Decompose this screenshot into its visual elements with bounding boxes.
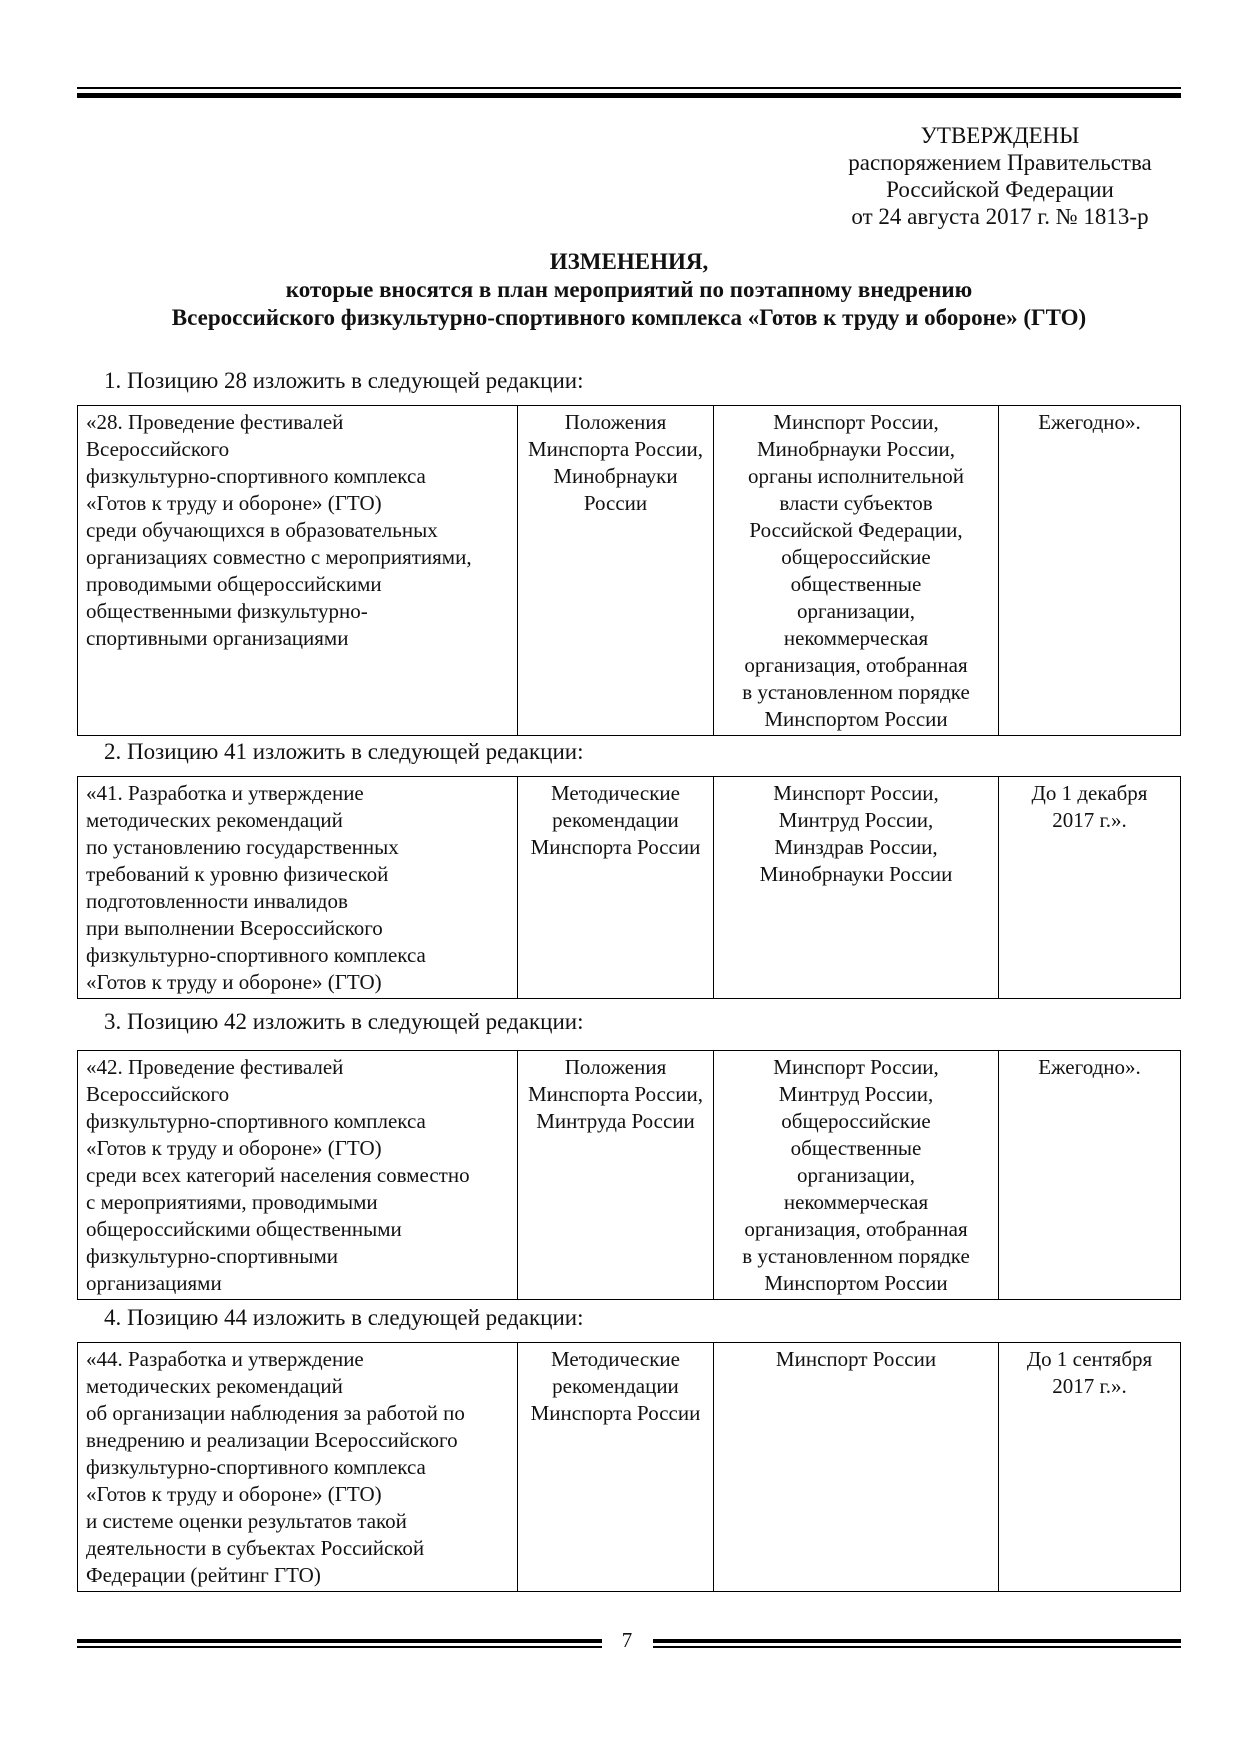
measure-cell	[78, 406, 518, 736]
responsible-cell	[714, 406, 999, 736]
cell-line: «28. Проведение фестивалей	[86, 410, 344, 434]
cell-line: Минобрнауки России	[759, 862, 953, 886]
cell-line: Ежегодно».	[1038, 410, 1141, 434]
measure-cell	[78, 1051, 518, 1300]
position-table	[77, 1050, 1181, 1300]
cell-line: общероссийскими общественными	[86, 1217, 402, 1241]
item-label: 1. Позицию 28 изложить в следующей редакции:	[104, 368, 584, 393]
responsible-cell	[714, 1343, 999, 1592]
cell-line: рекомендации	[552, 1374, 679, 1398]
cell-line: физкультурно-спортивного комплекса	[86, 943, 426, 967]
cell-line: организациями	[86, 1271, 222, 1295]
footer-rule-right	[653, 1639, 1181, 1643]
cell-line: Положения	[564, 1055, 667, 1079]
document-title	[77, 248, 1181, 332]
cell-line: с мероприятиями, проводимыми	[86, 1190, 378, 1214]
cell-line: физкультурно-спортивного комплекса	[86, 1109, 426, 1133]
cell-line: Минспорт России,	[773, 1055, 939, 1079]
cell-line: Положения	[564, 410, 667, 434]
cell-line: До 1 декабря	[1031, 781, 1148, 805]
item-label: 2. Позицию 41 изложить в следующей редакции:	[104, 739, 584, 764]
cell-line: 2017 г.».	[1052, 1374, 1127, 1398]
cell-line: Минспортом России	[764, 1271, 948, 1295]
cell-line: Минтруда России	[536, 1109, 695, 1133]
cell-line: До 1 сентября	[1026, 1347, 1153, 1371]
cell-line: Минтруд России,	[778, 808, 934, 832]
cell-line: при выполнении Всероссийского	[86, 916, 383, 940]
table-row	[78, 1051, 1181, 1300]
cell-line: Методические	[551, 1347, 680, 1371]
approval-line: от 24 августа 2017 г. № 1813-р	[851, 204, 1149, 229]
cell-line: «44. Разработка и утверждение	[86, 1347, 364, 1371]
cell-line: Минспорта России	[530, 1401, 701, 1425]
cell-line: власти субъектов	[779, 491, 933, 515]
cell-line: «Готов к труду и обороне» (ГТО)	[86, 1136, 382, 1160]
deadline-cell	[999, 1051, 1181, 1300]
table-row	[78, 1343, 1181, 1592]
cell-line: «Готов к труду и обороне» (ГТО)	[86, 1482, 382, 1506]
document-cell	[518, 777, 714, 999]
position-table	[77, 1342, 1181, 1592]
cell-line: рекомендации	[552, 808, 679, 832]
cell-line: Всероссийского	[86, 437, 230, 461]
cell-line: России	[583, 491, 648, 515]
cell-line: общественными физкультурно-	[86, 599, 368, 623]
approval-line: УТВЕРЖДЕНЫ	[920, 123, 1080, 148]
position-table	[77, 405, 1181, 736]
cell-line: 2017 г.».	[1052, 808, 1127, 832]
cell-line: общественные	[790, 572, 922, 596]
document-cell	[518, 1051, 714, 1300]
cell-line: Минспорта России,	[528, 1082, 703, 1106]
cell-line: в установленном порядке	[742, 680, 970, 704]
cell-line: Минспорта России	[530, 835, 701, 859]
measure-cell	[78, 777, 518, 999]
cell-line: «Готов к труду и обороне» (ГТО)	[86, 970, 382, 994]
cell-line: Минспорт России,	[773, 410, 939, 434]
item-label: 3. Позицию 42 изложить в следующей редакции:	[104, 1009, 584, 1034]
title-line: Всероссийского физкультурно-спортивного комплекса «Готов к труду и обороне» (ГТО)	[171, 305, 1087, 330]
cell-line: спортивными организациями	[86, 626, 349, 650]
cell-line: Минспорта России,	[528, 437, 703, 461]
cell-line: требований к уровню физической	[86, 862, 389, 886]
cell-line: Минобрнауки	[553, 464, 678, 488]
cell-line: «Готов к труду и обороне» (ГТО)	[86, 491, 382, 515]
cell-line: и системе оценки результатов такой	[86, 1509, 407, 1533]
title-line: которые вносятся в план мероприятий по поэтапному внедрению	[285, 277, 973, 302]
document-cell	[518, 406, 714, 736]
cell-line: Российской Федерации,	[749, 518, 963, 542]
cell-line: общероссийские	[781, 1109, 931, 1133]
footer-rule-left-thin	[77, 1646, 602, 1648]
footer-rule-right-thin	[653, 1646, 1181, 1648]
cell-line: общероссийские	[781, 545, 931, 569]
cell-line: среди обучающихся в образовательных	[86, 518, 438, 542]
document-cell	[518, 1343, 714, 1592]
cell-line: методических рекомендаций	[86, 808, 343, 832]
cell-line: организации,	[797, 599, 915, 623]
cell-line: Минтруд России,	[778, 1082, 934, 1106]
cell-line: Федерации (рейтинг ГТО)	[86, 1563, 321, 1587]
cell-line: некоммерческая	[783, 1190, 929, 1214]
cell-line: организация, отобранная	[744, 653, 968, 677]
cell-line: некоммерческая	[783, 626, 929, 650]
cell-line: физкультурно-спортивного комплекса	[86, 464, 426, 488]
table-row	[78, 777, 1181, 999]
page-number: 7	[621, 1628, 633, 1652]
responsible-cell	[714, 777, 999, 999]
cell-line: методических рекомендаций	[86, 1374, 343, 1398]
cell-line: Минспорт России	[775, 1347, 937, 1371]
table-row	[78, 406, 1181, 736]
header-rule-thick	[77, 93, 1181, 98]
cell-line: органы исполнительной	[747, 464, 965, 488]
cell-line: подготовленности инвалидов	[86, 889, 348, 913]
cell-line: Минобрнауки России,	[756, 437, 956, 461]
cell-line: Методические	[551, 781, 680, 805]
cell-line: Ежегодно».	[1038, 1055, 1141, 1079]
title-line: ИЗМЕНЕНИЯ,	[549, 249, 709, 274]
cell-line: физкультурно-спортивного комплекса	[86, 1455, 426, 1479]
deadline-cell	[999, 777, 1181, 999]
cell-line: организации,	[797, 1163, 915, 1187]
cell-line: организация, отобранная	[744, 1217, 968, 1241]
approval-line: Российской Федерации	[886, 177, 1114, 202]
approval-stamp	[820, 122, 1180, 230]
deadline-cell	[999, 1343, 1181, 1592]
cell-line: «42. Проведение фестивалей	[86, 1055, 344, 1079]
responsible-cell	[714, 1051, 999, 1300]
measure-cell	[78, 1343, 518, 1592]
position-table	[77, 776, 1181, 999]
cell-line: в установленном порядке	[742, 1244, 970, 1268]
cell-line: Минспортом России	[764, 707, 948, 731]
cell-line: по установлению государственных	[86, 835, 399, 859]
approval-line: распоряжением Правительства	[848, 150, 1152, 175]
footer-rule-left	[77, 1639, 602, 1643]
cell-line: физкультурно-спортивными	[86, 1244, 338, 1268]
cell-line: проводимыми общероссийскими	[86, 572, 382, 596]
cell-line: среди всех категорий населения совместно	[86, 1163, 470, 1187]
cell-line: организациях совместно с мероприятиями,	[86, 545, 472, 569]
deadline-cell	[999, 406, 1181, 736]
cell-line: «41. Разработка и утверждение	[86, 781, 364, 805]
cell-line: Минздрав России,	[774, 835, 938, 859]
header-rule-thin	[77, 87, 1181, 89]
cell-line: об организации наблюдения за работой по	[86, 1401, 465, 1425]
item-label: 4. Позицию 44 изложить в следующей редакции:	[104, 1305, 584, 1330]
cell-line: Минспорт России,	[773, 781, 939, 805]
cell-line: общественные	[790, 1136, 922, 1160]
cell-line: внедрению и реализации Всероссийского	[86, 1428, 458, 1452]
cell-line: Всероссийского	[86, 1082, 230, 1106]
cell-line: деятельности в субъектах Российской	[86, 1536, 425, 1560]
